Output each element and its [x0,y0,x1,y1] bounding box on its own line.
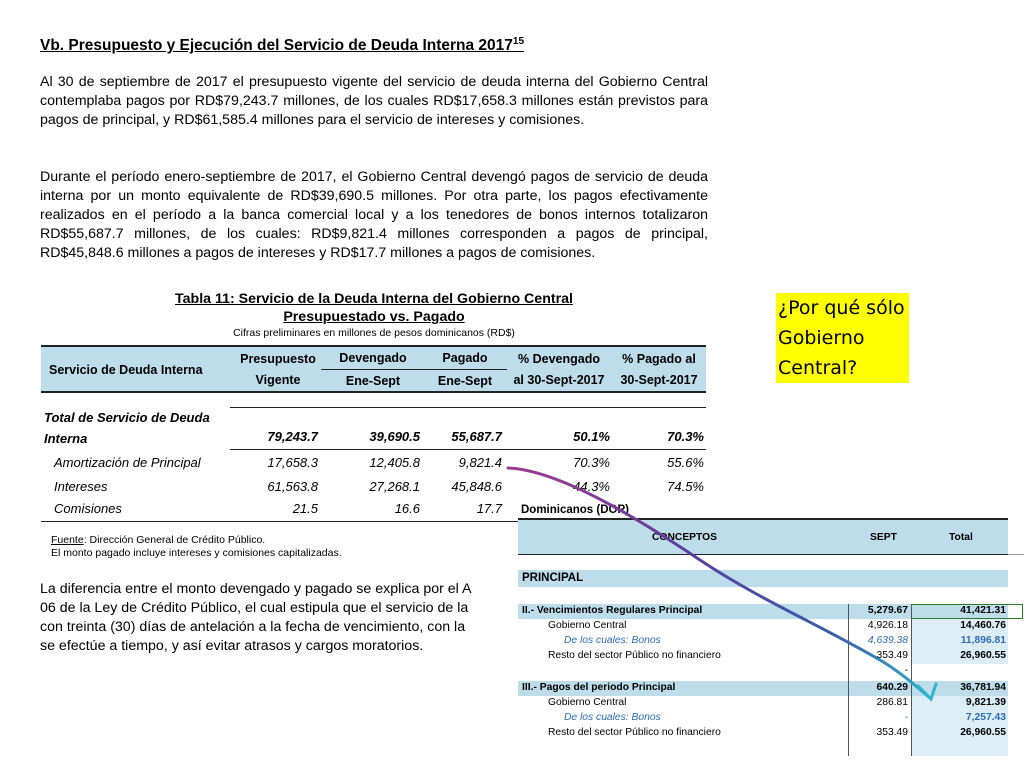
row-label: Comisiones [54,501,122,516]
table-units-note: Cifras preliminares en millones de pesos dominicanos (RD$) [233,327,515,339]
row-accrued: 16.6 [394,501,420,516]
overlay-row [518,649,1008,664]
overlay-row [518,726,1008,741]
overlay-row-sept: 4,926.18 [867,620,908,631]
overlay-row-label: Resto del sector Público no financiero [548,727,721,738]
overlay-row-sept: 353.49 [876,650,908,661]
header-divider [321,369,507,370]
annotation-line: Central? [778,357,858,379]
overlay-header [518,518,1008,555]
overlay-row [518,696,1008,711]
table-subtitle: Presupuestado vs. Pagado [283,309,465,325]
total-budget: 79,243.7 [267,429,318,444]
overlay-row-sept: - [904,665,908,676]
overlay-header-sept: SEPT [870,532,897,543]
overlay-header-total: Total [949,532,973,543]
row-paid: 17.7 [476,501,502,516]
overlay-row [518,711,1008,726]
overlay-row-label: Resto del sector Público no financiero [548,650,721,661]
overlay-title: Dominicanos (DOP) [521,504,629,516]
table-header [41,345,706,393]
overlay-row-total: 7,257.43 [965,712,1006,723]
paragraph-line: se efectúe a tiempo, y así evitar atrasos y cargos moratorios. [40,638,424,654]
highlight-annotation [776,293,909,383]
row-accrued: 12,405.8 [369,455,420,470]
row-pct-accrued: 44.3% [573,479,610,494]
overlay-row [518,634,1008,649]
overlay-row [518,619,1008,634]
total-paid: 55,687.7 [451,429,502,444]
overlay-row-total: 26,960.55 [960,650,1006,661]
source-label: Fuente [51,534,84,546]
overlay-band-label: PRINCIPAL [522,572,584,584]
overlay-row-total: 36,781.94 [960,682,1006,693]
overlay-band-principal [518,570,1008,587]
overlay-row-total: 11,896.81 [960,635,1006,646]
header-pct-accrued-2: al 30-Sept-2017 [513,373,605,387]
total-top-rule [230,407,706,408]
total-label-2: Interna [44,431,88,446]
overlay-row-label: Gobierno Central [548,697,627,708]
table-title: Tabla 11: Servicio de la Deuda Interna del Gobierno Central [175,291,573,307]
header-pct-paid-2: 30-Sept-2017 [620,373,698,387]
row-accrued: 27,268.1 [369,479,420,494]
overlay-row-label: De los cuales: Bonos [564,635,661,646]
row-budget: 21.5 [292,501,318,516]
row-label: Intereses [54,479,108,494]
paragraph-budget: Al 30 de septiembre de 2017 el presupuesto vigente del servicio de deuda interna del Gobierno Central contemplaba pagos por RD$79,243.7 millones, de los cuales RD$17,658.3 millones están previstos para pagos de principal, y RD$61,585.4 millones para el servicio de intereses y comisiones. [40,74,708,128]
overlay-row-sept: 286.81 [876,697,908,708]
section-heading: Vb. Presupuesto y Ejecución del Servicio de Deuda Interna 2017$^{15}$ [40,36,525,55]
overlay-row-sept: 5,279.67 [867,605,908,616]
overlay-row-label: Gobierno Central [548,620,627,631]
overlay-table-excerpt [518,500,1024,768]
paragraph-line: 06 de la Ley de Crédito Público, el cual estipula que el servicio de la [40,600,469,616]
overlay-row-sept: 640.29 [876,682,908,693]
header-budget-2: Vigente [255,373,301,387]
total-accrued: 39,690.5 [369,429,420,444]
row-budget: 17,658.3 [267,455,318,470]
overlay-row-label: III.- Pagos del periodo Principal [522,682,676,693]
overlay-row-sept: - [904,712,908,723]
paragraph-line: La diferencia entre el monto devengado y pagado se explica por el A [40,581,472,597]
row-paid: 45,848.6 [451,479,502,494]
source-text: : Dirección General de Crédito Público. [83,534,266,546]
overlay-header-edge [1008,554,1024,555]
overlay-row-total: 14,460.76 [960,620,1006,631]
source-note: El monto pagado incluye intereses y comisiones capitalizadas. [51,547,342,559]
overlay-row [518,681,1008,696]
overlay-row-total: 26,960.55 [960,727,1006,738]
total-bottom-rule [230,449,706,450]
header-accrued: Devengado [339,351,407,365]
paragraph-line: con treinta (30) días de antelación a la fecha de vencimiento, con la [40,619,466,635]
paragraph-difference [40,580,520,656]
header-paid: Pagado [442,351,488,365]
overlay-header-concept: CONCEPTOS [652,532,718,543]
annotation-line: Gobierno [778,327,865,349]
header-pct-paid-1: % Pagado al [622,352,696,366]
overlay-row-total: 9,821.39 [965,697,1006,708]
overlay-column-rule [848,604,849,756]
header-accrued-period: Ene-Sept [345,374,401,388]
row-label: Amortización de Principal [54,455,201,470]
overlay-row [518,664,1008,679]
overlay-row-sept: 353.49 [876,727,908,738]
header-pct-accrued-1: % Devengado [518,352,600,366]
table-bottom-rule [41,521,521,522]
overlay-column-rule [911,604,912,756]
header-budget-1: Presupuesto [240,352,316,366]
row-paid: 9,821.4 [458,455,502,470]
header-paid-period: Ene-Sept [437,374,493,388]
row-pct-paid: 74.5% [667,479,704,494]
annotation-line: ¿Por qué sólo [778,297,905,319]
total-label-1: Total de Servicio de Deuda [44,410,210,425]
row-pct-accrued: 70.3% [573,455,610,470]
header-concept: Servicio de Deuda Interna [49,363,203,377]
selected-cell-border [911,604,1023,619]
paragraph-execution: Durante el período enero-septiembre de 2017, el Gobierno Central devengó pagos de servicio de deuda interna por un monto equivalente de RD$39,690.5 millones. Por otra parte, los pagos efectivamente realizados en el período a la banca comercial local y a los tenedores de bonos internos totalizaron RD$55,687.7 millones, de los cuales: RD$9,821.4 millones corresponden a pagos de principal, RD$45,848.6 millones a pagos de intereses y RD$17.7 millones a pagos de comisiones. [40,169,708,261]
table-source [51,534,342,560]
overlay-row-label: De los cuales: Bonos [564,712,661,723]
overlay-row-label: II.- Vencimientos Regulares Principal [522,605,703,616]
row-budget: 61,563.8 [267,479,318,494]
overlay-row-sept: 4,639.38 [867,635,908,646]
overlay-row-total: 41,421.31 [960,605,1006,616]
total-pct-accrued: 50.1% [573,429,610,444]
total-pct-paid: 70.3% [667,429,704,444]
row-pct-paid: 55.6% [667,455,704,470]
